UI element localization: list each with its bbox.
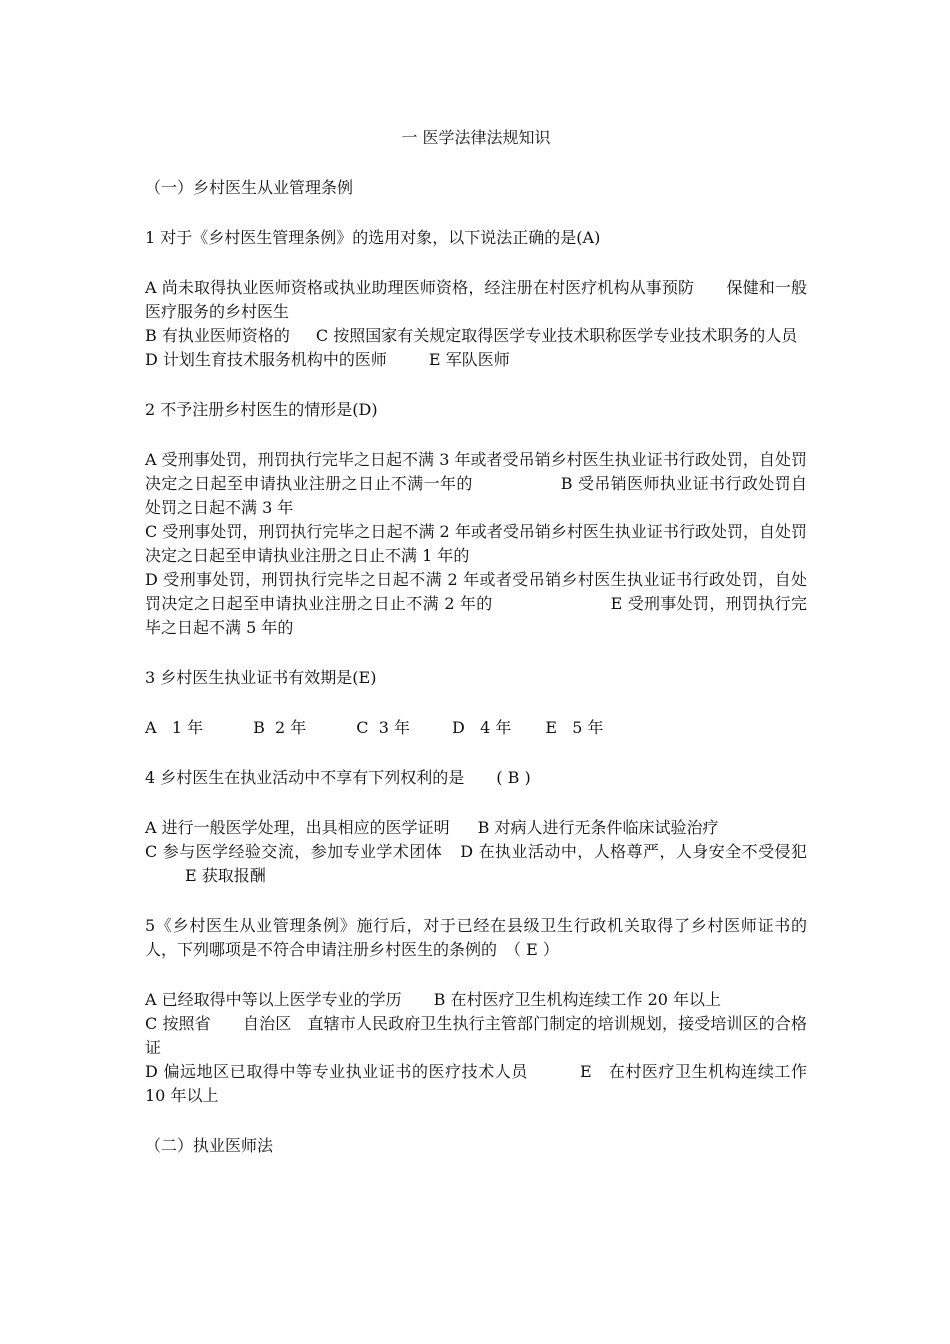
question-stem: 4 乡村医生在执业活动中不享有下列权利的是 ( B ) <box>145 768 531 787</box>
option-d: D 在执业活动中，人格尊严，人身安全不受侵犯 <box>460 842 807 861</box>
option-b: B 有执业医师资格的 <box>145 326 290 345</box>
option-a: A 进行一般医学处理，出具相应的医学证明 <box>145 818 450 837</box>
option-d: D 4 年 <box>451 718 512 737</box>
question-5 <box>145 914 807 1108</box>
option-c: C 受刑事处罚，刑罚执行完毕之日起不满 2 年或者受吊销乡村医生执业证书行政处罚，自处罚决定之日起至申请执业注册之日止不满 1 年的 <box>145 522 807 565</box>
question-stem: 3 乡村医生执业证书有效期是(E) <box>145 668 377 687</box>
option-b: B 2 年 <box>253 718 307 737</box>
option-c: C 按照省 自治区 直辖市人民政府卫生执行主管部门制定的培训规划，接受培训区的合格证 <box>145 1014 807 1057</box>
option-c: C 参与医学经验交流，参加专业学术团体 <box>145 842 443 861</box>
option-e: E 获取报酬 <box>185 866 266 885</box>
question-1 <box>145 226 807 372</box>
option-e: E 5 年 <box>545 718 604 737</box>
question-2 <box>145 398 807 640</box>
question-3 <box>145 666 807 740</box>
option-c: C 3 年 <box>356 718 410 737</box>
option-e: E 受刑事处罚，刑罚执行完毕之日起不满 5 年的 <box>145 594 807 637</box>
question-4 <box>145 766 807 888</box>
option-b: B 对病人进行无条件临床试验治疗 <box>477 818 719 837</box>
option-b: B 在村医疗卫生机构连续工作 20 年以上 <box>433 990 722 1009</box>
option-d: D 计划生育技术服务机构中的医师 <box>145 350 387 369</box>
section-heading: （一）乡村医生从业管理条例 <box>145 178 354 197</box>
option-a: A 尚未取得执业医师资格或执业助理医师资格，经注册在村医疗机构从事预防 保健和一般医疗服务的乡村医生 <box>145 278 807 321</box>
question-stem: 5《乡村医生从业管理条例》施行后，对于已经在县级卫生行政机关取得了乡村医师证书的人，下列哪项是不符合申请注册乡村医生的条例的 （ E ） <box>145 916 807 959</box>
option-a: A 1 年 <box>145 718 204 737</box>
option-c: C 按照国家有关规定取得医学专业技术职称医学专业技术职务的人员 <box>315 326 798 345</box>
option-a: A 受刑事处罚，刑罚执行完毕之日起不满 3 年或者受吊销乡村医生执业证书行政处罚，自处罚决定之日起至申请执业注册之日止不满一年的 <box>145 450 807 493</box>
document-body <box>145 124 807 1158</box>
option-d: D 偏远地区已取得中等专业执业证书的医疗技术人员 <box>145 1062 528 1081</box>
section-heading: （二）执业医师法 <box>145 1136 274 1155</box>
option-a: A 已经取得中等以上医学专业的学历 <box>145 990 402 1009</box>
option-e: E 在村医疗卫生机构连续工作 10 年以上 <box>145 1062 807 1105</box>
question-stem: 2 不予注册乡村医生的情形是(D) <box>145 400 378 419</box>
option-d: D 受刑事处罚，刑罚执行完毕之日起不满 2 年或者受吊销乡村医生执业证书行政处罚，自处罚决定之日起至申请执业注册之日止不满 2 年的 <box>145 570 807 613</box>
page-title: 一 医学法律法规知识 <box>401 128 551 147</box>
option-e: E 军队医师 <box>428 350 510 369</box>
option-b: B 受吊销医师执业证书行政处罚自处罚之日起不满 3 年 <box>145 474 807 517</box>
question-stem: 1 对于《乡村医生管理条例》的选用对象，以下说法正确的是(A) <box>145 228 601 247</box>
